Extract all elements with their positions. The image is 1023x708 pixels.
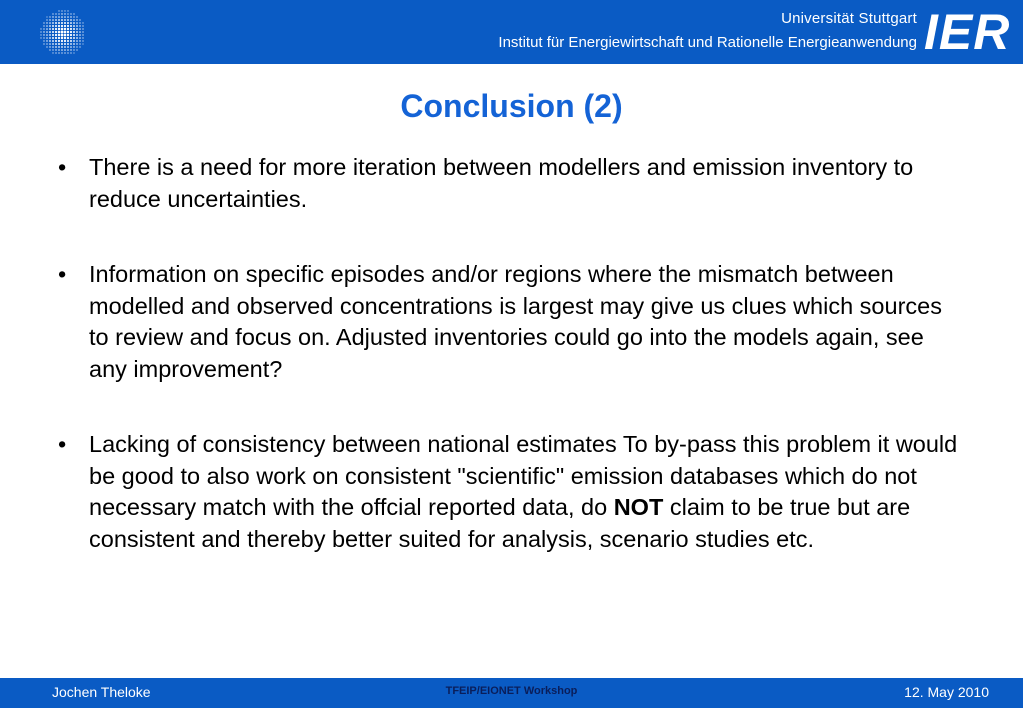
bullet-text-continued: claim to be true but are consistent and thereby better suited for analysis, scenario studies etc.: [89, 494, 911, 552]
slide-title: Conclusion (2): [400, 88, 623, 124]
institute-name: Institut für Energiewirtschaft und Rationelle Energieanwendung: [498, 34, 917, 51]
bullet-text: There is a need for more iteration between modellers and emission inventory to reduce uncertainties.: [89, 154, 914, 212]
header-bar: [0, 0, 1023, 64]
bullet-text: Lacking of consistency between national estimates To by-pass this problem it would be good to also work on consistent "scientific" emission databases which do not necessary match with the offcial reported data, do: [89, 431, 958, 520]
footer-event: TFEIP/EIONET Workshop: [445, 685, 578, 697]
bullet-dot-icon: •: [58, 261, 67, 287]
bullet-dot-icon: •: [58, 431, 67, 457]
bullet-item: [58, 259, 958, 385]
bullet-item: [58, 429, 958, 555]
footer-date: 12. May 2010: [904, 684, 989, 700]
bullet-emphasis: NOT: [613, 494, 664, 520]
footer-bar: [0, 678, 1023, 708]
bullet-text: Information on specific episodes and/or regions where the mismatch between modelled and observed concentrations is largest may give us clues which sources to review and focus on. Adjusted inventories could go into the models again, see any improvement?: [89, 261, 942, 382]
footer-author: Jochen Theloke: [52, 684, 151, 700]
university-name: Universität Stuttgart: [781, 10, 917, 27]
bullet-item: [58, 152, 958, 215]
ier-logo: IER: [924, 4, 1011, 60]
university-logo-icon: [38, 8, 88, 58]
bullet-list: [58, 152, 958, 555]
bullet-dot-icon: •: [58, 154, 67, 180]
